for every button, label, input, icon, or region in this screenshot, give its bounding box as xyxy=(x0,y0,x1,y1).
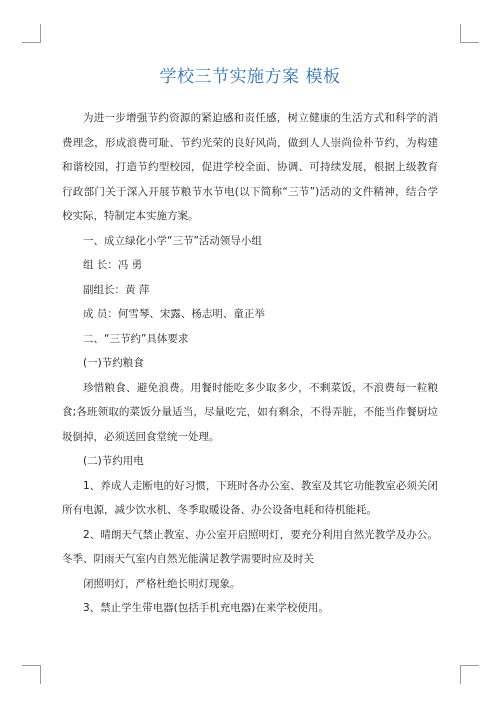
section-heading-1: 一、成立绿化小学“三节”活动领导小组 xyxy=(83,234,262,247)
electricity-item-2-continued: 闭照明灯，严格杜绝长明灯现象。 xyxy=(83,577,241,590)
subsection-heading-food: (一)节约粮食 xyxy=(83,357,144,369)
crop-mark-top-right xyxy=(460,24,479,43)
section-heading-2: 二、“三节约”具体要求 xyxy=(83,332,189,345)
food-paragraph: 珍惜粮食、避免浪费。用餐时能吃多少取多少，不剩菜饭，不浪费每一粒粮食;各班领取的菜饭分量适当，尽量吃完，如有剩余，不得弄脏，不能当作餐厨垃圾倒掉，必须送回食堂统一处理。 xyxy=(62,381,438,443)
leader-line: 组 长：冯 勇 xyxy=(83,259,143,271)
electricity-item-3: 3、禁止学生带电器(包括手机充电器)在来学校使用。 xyxy=(83,602,329,614)
crop-mark-bottom-left xyxy=(22,665,41,684)
crop-mark-bottom-right xyxy=(460,665,479,684)
members-line: 成 员：何雪琴、宋露、杨志明、童正举 xyxy=(83,308,265,320)
crop-mark-top-left xyxy=(22,24,41,43)
intro-paragraph: 为进一步增强节约资源的紧迫感和责任感，树立健康的生活方式和科学的消费理念，形成浪费可耻、节约光荣的良好风尚，做到人人崇尚俭朴节约，为构建和谐校园，打造节约型校园，促进学校全面、协调、可持续发展，根据上级教育行政部门关于深入开展节粮节水节电(以下简称“三节”)活动的文件精神，结合学校实际，特制定本实施方案。 xyxy=(62,112,438,222)
subsection-heading-electricity: (二)节约用电 xyxy=(83,455,144,467)
deputy-leader-line: 副组长：黄 萍 xyxy=(83,283,150,296)
electricity-item-1: 1、养成人走断电的好习惯，下班时各办公室、教室及其它功能教室必须关闭所有电源，减少饮水机、冬季取暖设备、办公设备电耗和待机能耗。 xyxy=(62,479,438,516)
document-body xyxy=(62,106,438,621)
document-title: 学校三节实施方案 模板 xyxy=(159,67,341,87)
electricity-item-2: 2、晴朗天气禁止教室、办公室开启照明灯，要充分利用自然光教学及办公。冬季、阴雨天气室内自然光能满足教学需要时应及时关 xyxy=(62,528,438,565)
